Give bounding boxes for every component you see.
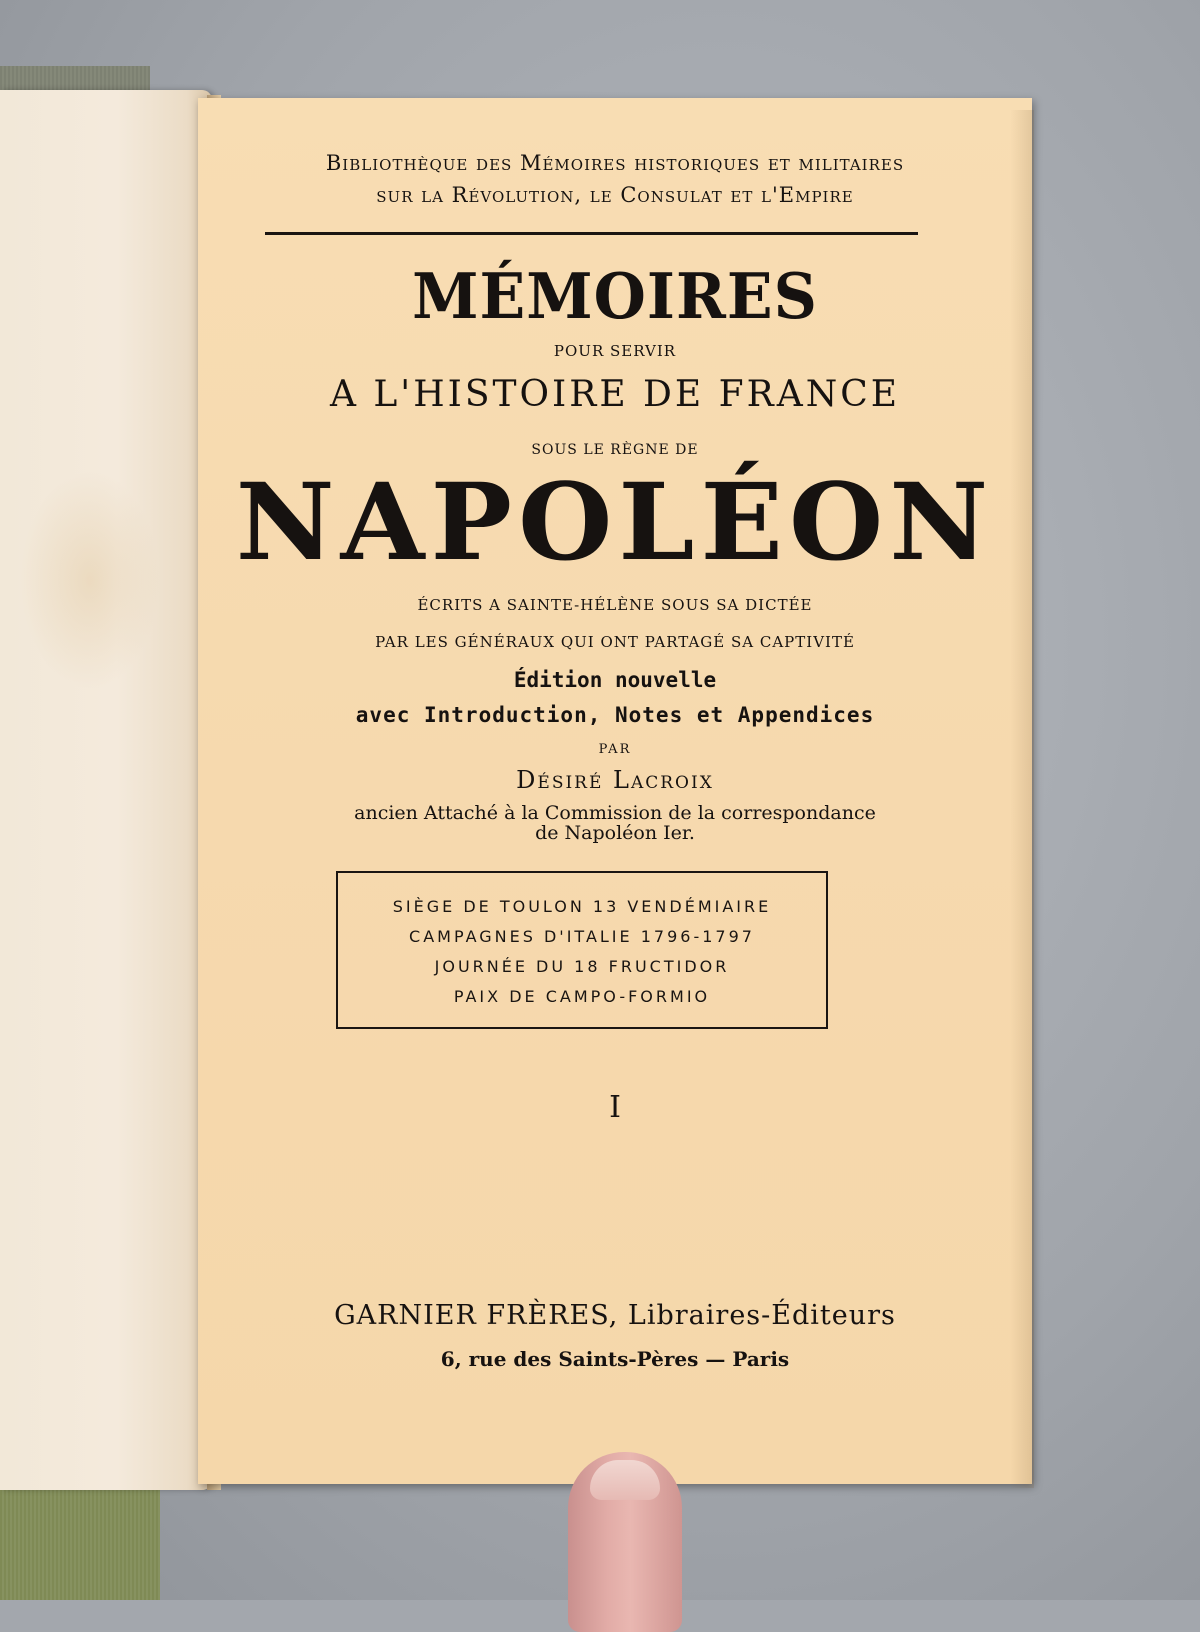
- series-divider: [265, 232, 918, 235]
- edition-line2: avec Introduction, Notes et Appendices: [355, 703, 875, 727]
- author-name: Désiré Lacroix: [516, 766, 714, 794]
- title-napoleon: NAPOLÉON: [235, 459, 995, 584]
- finger-holding-page: [568, 1452, 682, 1632]
- fingernail: [590, 1460, 660, 1500]
- contents-box: [336, 871, 828, 1029]
- title-sous-regne: SOUS LE RÈGNE DE: [531, 442, 699, 458]
- series-title-line1: Bibliothèque des Mémoires historiques et militaires: [325, 151, 905, 175]
- title-histoire: A L'HISTOIRE DE FRANCE: [329, 374, 901, 415]
- contents-item: SIÈGE DE TOULON 13 VENDÉMIAIRE: [392, 897, 772, 916]
- volume-number: I: [609, 1090, 621, 1125]
- author-par: PAR: [598, 742, 632, 757]
- series-title-line2: sur la Révolution, le Consulat et l'Empire: [376, 183, 854, 207]
- subtitle-generaux: PAR LES GÉNÉRAUX QUI ONT PARTAGÉ SA CAPTIVITÉ: [375, 633, 855, 651]
- cloth-binding-lower: [0, 1488, 160, 1600]
- contents-item: JOURNÉE DU 18 FRUCTIDOR: [434, 957, 730, 976]
- author-role-line2: de Napoléon Ier.: [535, 822, 695, 844]
- left-flyleaf-page: [0, 90, 212, 1490]
- publisher-address: 6, rue des Saints-Pères — Paris: [440, 1347, 790, 1371]
- contents-item: CAMPAGNES D'ITALIE 1796-1797: [409, 927, 755, 946]
- title-memoires: MÉMOIRES: [412, 260, 818, 334]
- title-pour-servir: POUR SERVIR: [553, 342, 677, 360]
- contents-item: PAIX DE CAMPO-FORMIO: [453, 987, 711, 1006]
- publisher-name: GARNIER FRÈRES, Libraires-Éditeurs: [334, 1300, 896, 1331]
- author-role-line1: ancien Attaché à la Commission de la correspondance: [354, 802, 876, 824]
- subtitle-ecrits: ÉCRITS A SAINTE-HÉLÈNE SOUS SA DICTÉE: [417, 596, 813, 614]
- edition-line1: Édition nouvelle: [513, 668, 717, 692]
